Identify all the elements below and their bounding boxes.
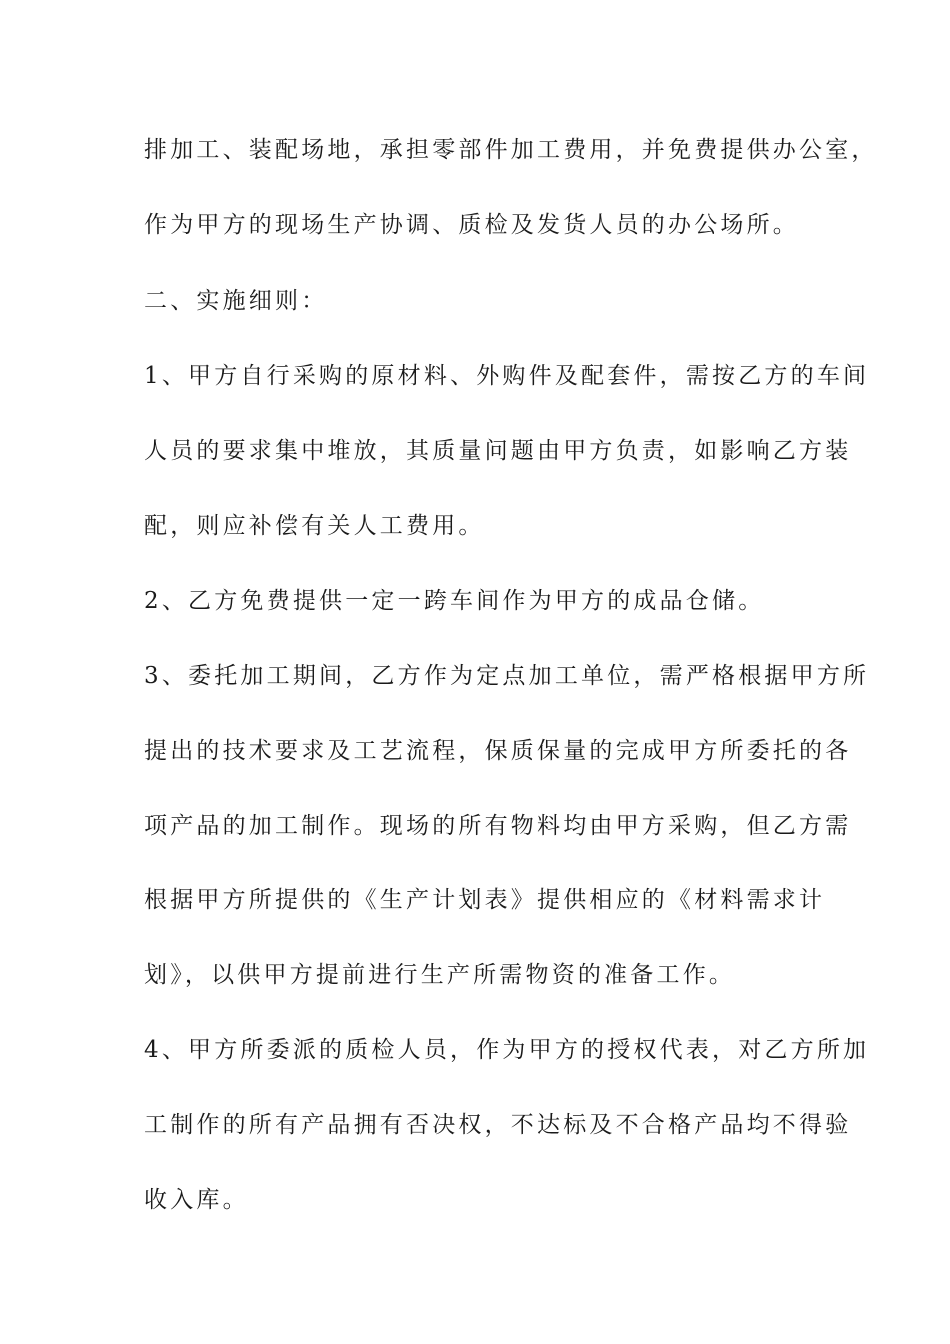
text-line: 项产品的加工制作。现场的所有物料均由甲方采购，但乙方需 (144, 813, 852, 839)
text-line: 划》，以供甲方提前进行生产所需物资的准备工作。 (144, 962, 736, 988)
text-line: 收入库。 (144, 1187, 249, 1213)
text-line: 作为甲方的现场生产协调、质检及发货人员的办公场所。 (144, 212, 799, 238)
text-line: 3、委托加工期间，乙方作为定点加工单位，需严格根据甲方所 (144, 663, 870, 689)
text-line: 工制作的所有产品拥有否决权，不达标及不合格产品均不得验 (144, 1112, 852, 1138)
text-line: 2、乙方免费提供一定一跨车间作为甲方的成品仓储。 (144, 588, 765, 614)
text-line: 根据甲方所提供的《生产计划表》提供相应的《材料需求计 (144, 887, 826, 913)
text-line: 提出的技术要求及工艺流程，保质保量的完成甲方所委托的各 (144, 738, 852, 764)
text-line: 配，则应补偿有关人工费用。 (144, 513, 485, 539)
text-line: 4、甲方所委派的质检人员，作为甲方的授权代表，对乙方所加 (144, 1037, 870, 1063)
section-heading: 二、实施细则： (144, 288, 328, 314)
text-line: 1、甲方自行采购的原材料、外购件及配套件，需按乙方的车间 (144, 363, 870, 389)
text-line: 人员的要求集中堆放，其质量问题由甲方负责，如影响乙方装 (144, 438, 852, 464)
text-line: 排加工、装配场地，承担零部件加工费用，并免费提供办公室， (144, 137, 878, 163)
